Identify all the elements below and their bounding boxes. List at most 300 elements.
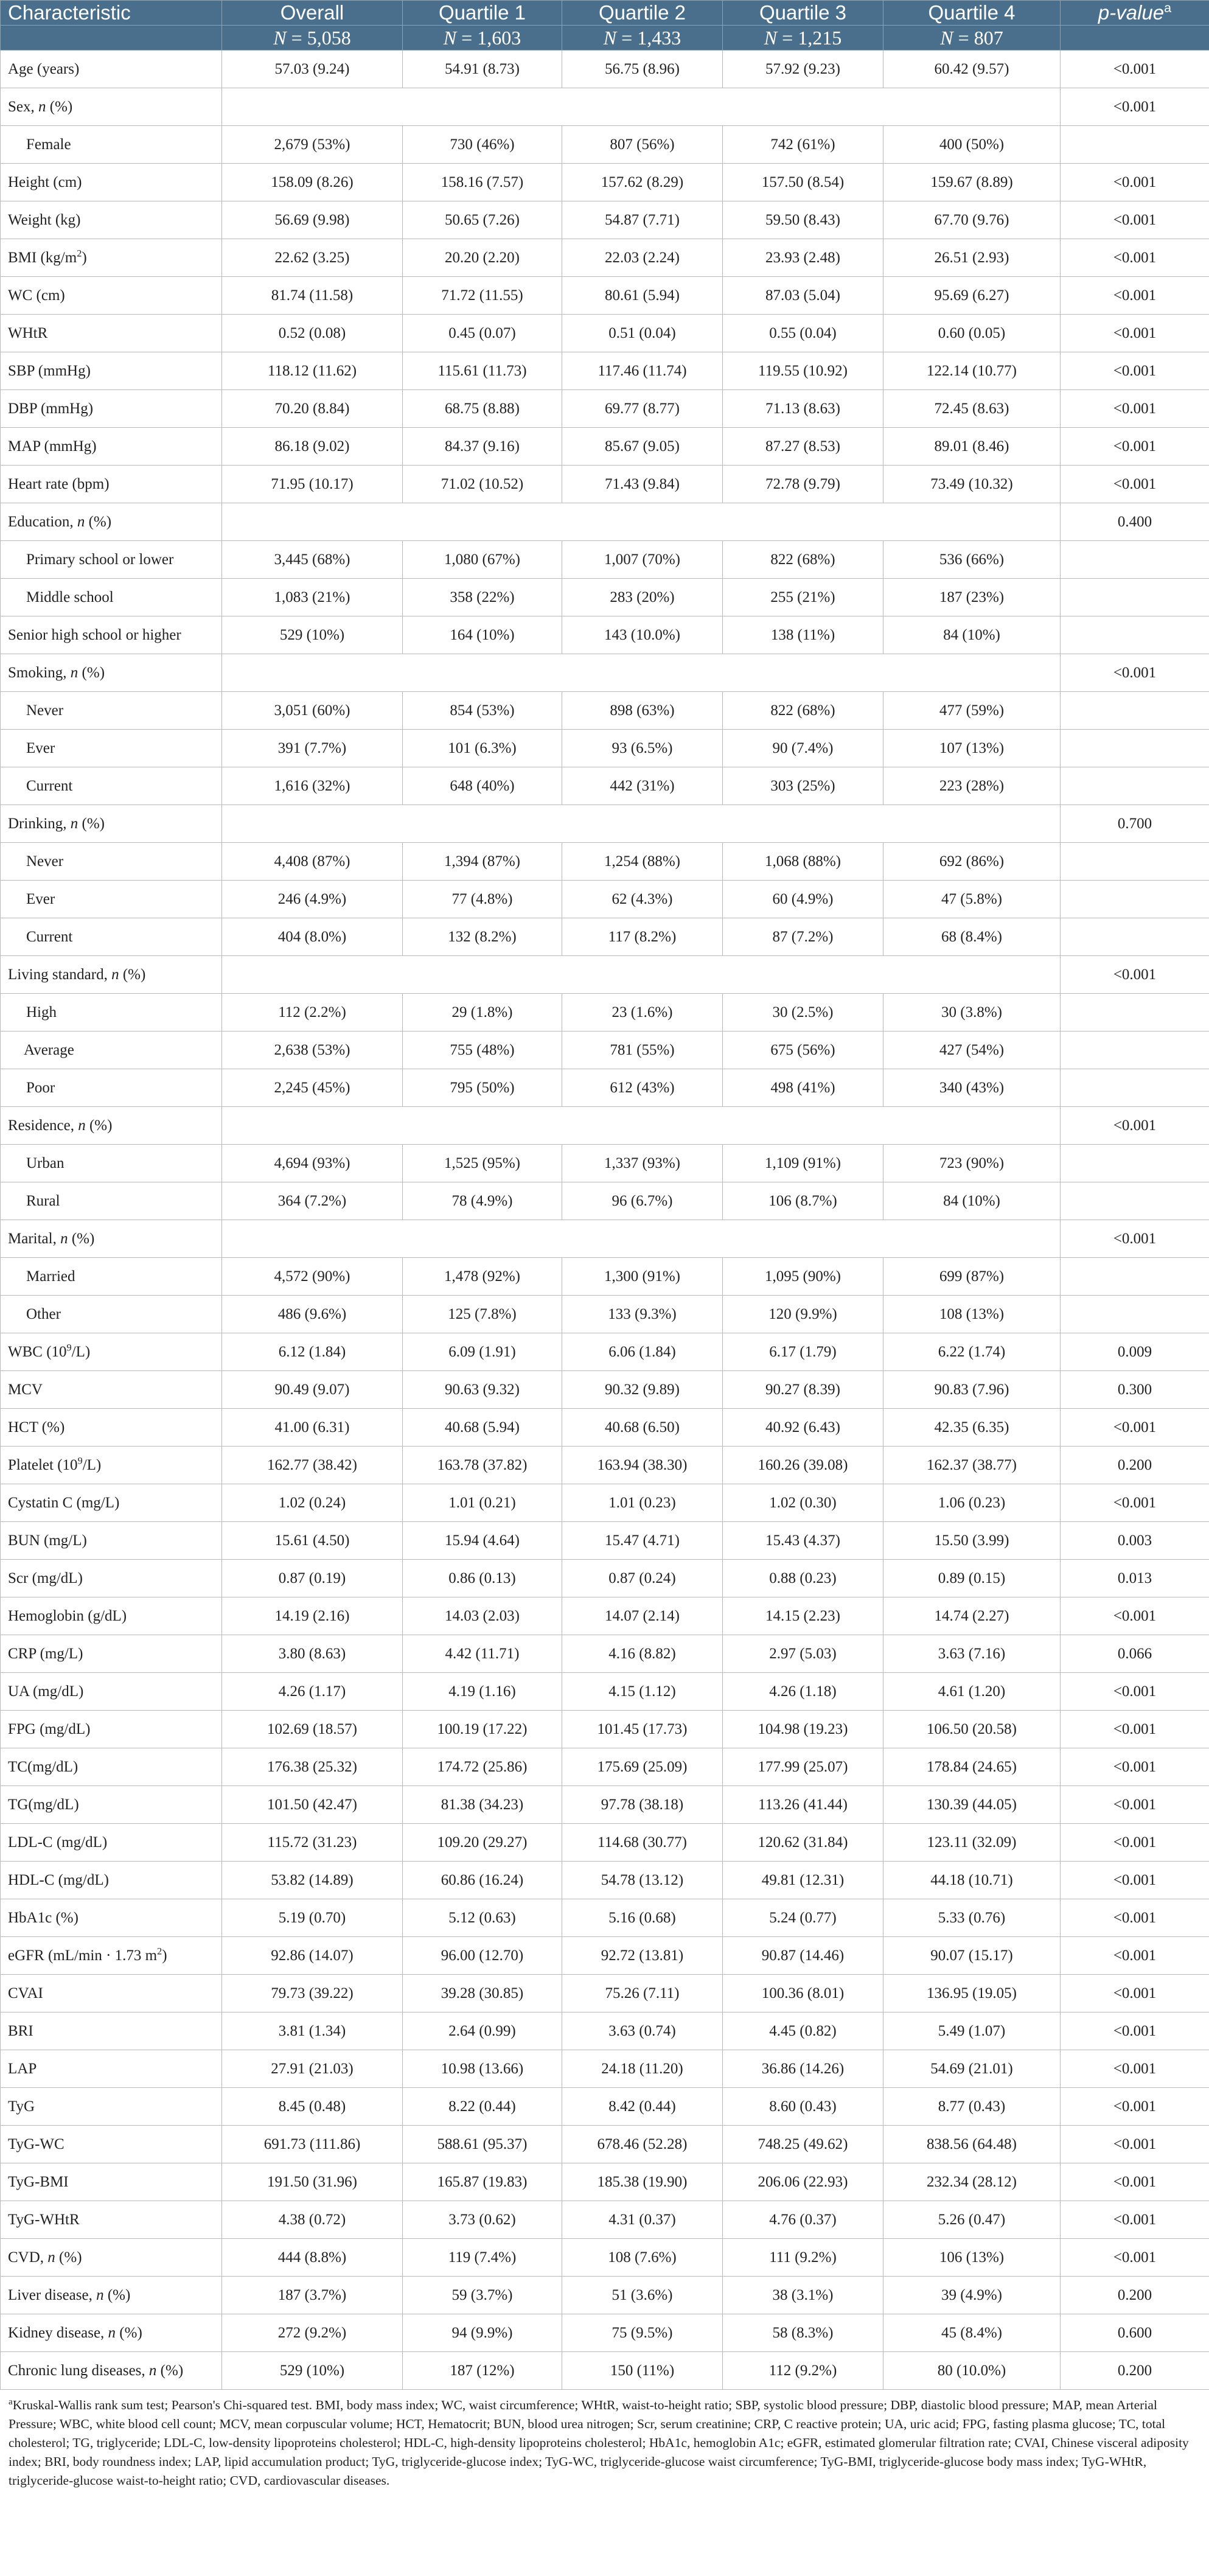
cell-p-value bbox=[1061, 918, 1209, 956]
cell-value: 68.75 (8.88) bbox=[403, 390, 562, 428]
row-label-text: Weight (kg) bbox=[8, 211, 81, 228]
cell-value: 79.73 (39.22) bbox=[222, 1975, 403, 2012]
row-label-text: SBP (mmHg) bbox=[8, 362, 91, 379]
cell-value: 4.61 (1.20) bbox=[883, 1673, 1061, 1711]
table-header bbox=[1, 1, 1209, 51]
cell-value: 1.02 (0.30) bbox=[723, 1484, 883, 1522]
table-row bbox=[1, 918, 1209, 956]
cell-value: 120.62 (31.84) bbox=[723, 1824, 883, 1862]
row-label bbox=[1, 1975, 222, 2012]
table-row bbox=[1, 277, 1209, 315]
section-blank bbox=[222, 956, 1061, 994]
cell-value: 112 (9.2%) bbox=[723, 2352, 883, 2390]
cell-value: 77 (4.8%) bbox=[403, 881, 562, 918]
header-count-overall: N = 5,058 bbox=[222, 26, 403, 51]
cell-value: 176.38 (25.32) bbox=[222, 1748, 403, 1786]
cell-value: 4.38 (0.72) bbox=[222, 2201, 403, 2239]
row-label bbox=[1, 1333, 222, 1371]
cell-p-value: <0.001 bbox=[1061, 1824, 1209, 1862]
cell-value: 71.95 (10.17) bbox=[222, 466, 403, 503]
cell-value: 39 (4.9%) bbox=[883, 2277, 1061, 2314]
cell-value: 536 (66%) bbox=[883, 541, 1061, 579]
cell-value: 101.45 (17.73) bbox=[562, 1711, 723, 1748]
cell-value: 391 (7.7%) bbox=[222, 730, 403, 767]
cell-value: 100.36 (8.01) bbox=[723, 1975, 883, 2012]
table-row bbox=[1, 126, 1209, 164]
cell-value: 755 (48%) bbox=[403, 1031, 562, 1069]
header-count-quartile-3: N = 1,215 bbox=[723, 26, 883, 51]
cell-value: 3.81 (1.34) bbox=[222, 2012, 403, 2050]
cell-value: 86.18 (9.02) bbox=[222, 428, 403, 466]
cell-p-value: <0.001 bbox=[1061, 2088, 1209, 2126]
row-label bbox=[1, 1296, 222, 1333]
cell-value: 612 (43%) bbox=[562, 1069, 723, 1107]
row-label bbox=[1, 730, 222, 767]
cell-p-value: <0.001 bbox=[1061, 956, 1209, 994]
cell-value: 138 (11%) bbox=[723, 616, 883, 654]
cell-value: 5.16 (0.68) bbox=[562, 1899, 723, 1937]
cell-value: 130.39 (44.05) bbox=[883, 1786, 1061, 1824]
cell-value: 125 (7.8%) bbox=[403, 1296, 562, 1333]
cell-value: 404 (8.0%) bbox=[222, 918, 403, 956]
cell-value: 159.67 (8.89) bbox=[883, 164, 1061, 201]
cell-value: 1,068 (88%) bbox=[723, 843, 883, 881]
cell-p-value bbox=[1061, 994, 1209, 1031]
cell-value: 5.12 (0.63) bbox=[403, 1899, 562, 1937]
cell-p-value bbox=[1061, 1145, 1209, 1182]
row-label-text: Sex, n (%) bbox=[8, 98, 73, 115]
row-label-text: DBP (mmHg) bbox=[8, 400, 94, 417]
cell-value: 90 (7.4%) bbox=[723, 730, 883, 767]
row-label-text: Ever bbox=[26, 890, 55, 907]
row-label bbox=[1, 1409, 222, 1447]
row-label-text: LDL-C (mg/dL) bbox=[8, 1834, 108, 1851]
cell-value: 187 (12%) bbox=[403, 2352, 562, 2390]
cell-value: 187 (23%) bbox=[883, 579, 1061, 616]
row-label bbox=[1, 1371, 222, 1409]
table-row bbox=[1, 616, 1209, 654]
n-italic: n bbox=[78, 1117, 86, 1134]
row-label bbox=[1, 1937, 222, 1975]
cell-p-value: 0.700 bbox=[1061, 805, 1209, 843]
table-row bbox=[1, 1484, 1209, 1522]
cell-value: 5.24 (0.77) bbox=[723, 1899, 883, 1937]
row-label bbox=[1, 2012, 222, 2050]
table-row bbox=[1, 692, 1209, 730]
table-row bbox=[1, 2012, 1209, 2050]
cell-value: 54.78 (13.12) bbox=[562, 1862, 723, 1899]
cell-value: 15.47 (4.71) bbox=[562, 1522, 723, 1560]
table-row bbox=[1, 2126, 1209, 2163]
cell-p-value: <0.001 bbox=[1061, 2126, 1209, 2163]
n-label: N bbox=[764, 26, 778, 49]
cell-value: 1,095 (90%) bbox=[723, 1258, 883, 1296]
cell-p-value: <0.001 bbox=[1061, 1711, 1209, 1748]
row-label-text: Chronic lung diseases, n (%) bbox=[8, 2362, 184, 2379]
cell-p-value: <0.001 bbox=[1061, 1409, 1209, 1447]
table-row bbox=[1, 1145, 1209, 1182]
row-label-text: Hemoglobin (g/dL) bbox=[8, 1607, 127, 1624]
cell-value: 22.62 (3.25) bbox=[222, 239, 403, 277]
section-blank bbox=[222, 1107, 1061, 1145]
table-row bbox=[1, 390, 1209, 428]
cell-value: 4.76 (0.37) bbox=[723, 2201, 883, 2239]
row-label-text: CVAI bbox=[8, 1984, 43, 2002]
cell-p-value: 0.400 bbox=[1061, 503, 1209, 541]
table-row bbox=[1, 2050, 1209, 2088]
row-label-text: MCV bbox=[8, 1381, 43, 1398]
cell-value: 477 (59%) bbox=[883, 692, 1061, 730]
table-row bbox=[1, 1673, 1209, 1711]
table-row bbox=[1, 51, 1209, 88]
cell-value: 3.63 (7.16) bbox=[883, 1635, 1061, 1673]
cell-value: 40.92 (6.43) bbox=[723, 1409, 883, 1447]
header-count-quartile-4: N = 807 bbox=[883, 26, 1061, 51]
cell-value: 40.68 (6.50) bbox=[562, 1409, 723, 1447]
row-label bbox=[1, 1597, 222, 1635]
cell-value: 59 (3.7%) bbox=[403, 2277, 562, 2314]
table-row bbox=[1, 1371, 1209, 1409]
cell-value: 4.31 (0.37) bbox=[562, 2201, 723, 2239]
row-label-text: BRI bbox=[8, 2022, 33, 2039]
table-section-row bbox=[1, 503, 1209, 541]
row-label-text: Liver disease, n (%) bbox=[8, 2286, 131, 2303]
row-label bbox=[1, 201, 222, 239]
row-label-text: Poor bbox=[26, 1079, 55, 1096]
cell-value: 730 (46%) bbox=[403, 126, 562, 164]
table-row bbox=[1, 1824, 1209, 1862]
cell-value: 24.18 (11.20) bbox=[562, 2050, 723, 2088]
cell-value: 1,083 (21%) bbox=[222, 579, 403, 616]
cell-value: 84 (10%) bbox=[883, 616, 1061, 654]
cell-value: 6.17 (1.79) bbox=[723, 1333, 883, 1371]
cell-value: 4.16 (8.82) bbox=[562, 1635, 723, 1673]
row-label bbox=[1, 277, 222, 315]
cell-value: 1,525 (95%) bbox=[403, 1145, 562, 1182]
cell-p-value bbox=[1061, 843, 1209, 881]
table-row bbox=[1, 466, 1209, 503]
row-label bbox=[1, 1182, 222, 1220]
cell-value: 157.62 (8.29) bbox=[562, 164, 723, 201]
cell-value: 165.87 (19.83) bbox=[403, 2163, 562, 2201]
cell-value: 96 (6.7%) bbox=[562, 1182, 723, 1220]
table-row bbox=[1, 1031, 1209, 1069]
section-blank bbox=[222, 88, 1061, 126]
cell-value: 781 (55%) bbox=[562, 1031, 723, 1069]
n-italic: n bbox=[38, 98, 46, 115]
cell-value: 163.94 (38.30) bbox=[562, 1447, 723, 1484]
table-row bbox=[1, 2352, 1209, 2390]
cell-value: 87.27 (8.53) bbox=[723, 428, 883, 466]
table-row bbox=[1, 1447, 1209, 1484]
row-label-superscript: 2 bbox=[77, 248, 82, 259]
table-footnote bbox=[0, 2390, 1209, 2490]
cell-value: 90.32 (9.89) bbox=[562, 1371, 723, 1409]
row-label-text: eGFR (mL/min · 1.73 m bbox=[8, 1947, 158, 1964]
cell-value: 185.38 (19.90) bbox=[562, 2163, 723, 2201]
cell-value: 143 (10.0%) bbox=[562, 616, 723, 654]
cell-value: 795 (50%) bbox=[403, 1069, 562, 1107]
table-row bbox=[1, 579, 1209, 616]
cell-value: 119 (7.4%) bbox=[403, 2239, 562, 2277]
table-section-row bbox=[1, 88, 1209, 126]
row-label-text: TyG-WC bbox=[8, 2135, 64, 2152]
row-label bbox=[1, 2050, 222, 2088]
row-label-tail: ) bbox=[82, 249, 87, 266]
cell-value: 132 (8.2%) bbox=[403, 918, 562, 956]
cell-p-value: <0.001 bbox=[1061, 1107, 1209, 1145]
header-p-value-mark: a bbox=[1164, 1, 1172, 15]
cell-value: 87.03 (5.04) bbox=[723, 277, 883, 315]
cell-value: 0.87 (0.24) bbox=[562, 1560, 723, 1597]
cell-value: 111 (9.2%) bbox=[723, 2239, 883, 2277]
cell-value: 150 (11%) bbox=[562, 2352, 723, 2390]
n-label: N bbox=[443, 26, 457, 49]
row-label-superscript: 9 bbox=[66, 1342, 72, 1353]
cell-value: 3,051 (60%) bbox=[222, 692, 403, 730]
cell-value: 104.98 (19.23) bbox=[723, 1711, 883, 1748]
cell-value: 822 (68%) bbox=[723, 692, 883, 730]
cell-value: 90.27 (8.39) bbox=[723, 1371, 883, 1409]
table-row bbox=[1, 1635, 1209, 1673]
cell-value: 80 (10.0%) bbox=[883, 2352, 1061, 2390]
cell-value: 5.33 (0.76) bbox=[883, 1899, 1061, 1937]
table-row bbox=[1, 1296, 1209, 1333]
cell-value: 59.50 (8.43) bbox=[723, 201, 883, 239]
cell-value: 1,478 (92%) bbox=[403, 1258, 562, 1296]
row-label bbox=[1, 503, 222, 541]
cell-value: 84.37 (9.16) bbox=[403, 428, 562, 466]
cell-value: 101.50 (42.47) bbox=[222, 1786, 403, 1824]
row-label-text: HDL-C (mg/dL) bbox=[8, 1871, 109, 1888]
row-label bbox=[1, 1069, 222, 1107]
cell-value: 692 (86%) bbox=[883, 843, 1061, 881]
cell-value: 4.15 (1.12) bbox=[562, 1673, 723, 1711]
cell-value: 136.95 (19.05) bbox=[883, 1975, 1061, 2012]
row-label bbox=[1, 1711, 222, 1748]
cell-value: 8.77 (0.43) bbox=[883, 2088, 1061, 2126]
row-label bbox=[1, 2088, 222, 2126]
cell-p-value: <0.001 bbox=[1061, 88, 1209, 126]
cell-value: 6.06 (1.84) bbox=[562, 1333, 723, 1371]
header-characteristic: Characteristic bbox=[1, 1, 222, 26]
cell-value: 191.50 (31.96) bbox=[222, 2163, 403, 2201]
cell-value: 303 (25%) bbox=[723, 767, 883, 805]
cell-value: 0.45 (0.07) bbox=[403, 315, 562, 352]
row-label-text: WC (cm) bbox=[8, 287, 65, 304]
cell-value: 246 (4.9%) bbox=[222, 881, 403, 918]
row-label-text: Never bbox=[26, 853, 64, 870]
row-label-text: Current bbox=[26, 777, 73, 794]
cell-value: 157.50 (8.54) bbox=[723, 164, 883, 201]
cell-value: 2.97 (5.03) bbox=[723, 1635, 883, 1673]
table-row bbox=[1, 201, 1209, 239]
cell-p-value: 0.600 bbox=[1061, 2314, 1209, 2352]
cell-value: 283 (20%) bbox=[562, 579, 723, 616]
row-label-text: WBC (10 bbox=[8, 1343, 67, 1360]
cell-value: 175.69 (25.09) bbox=[562, 1748, 723, 1786]
row-label bbox=[1, 1673, 222, 1711]
cell-value: 69.77 (8.77) bbox=[562, 390, 723, 428]
row-label-text: BMI (kg/m bbox=[8, 249, 77, 266]
table-row bbox=[1, 1597, 1209, 1635]
cell-value: 400 (50%) bbox=[883, 126, 1061, 164]
cell-value: 14.74 (2.27) bbox=[883, 1597, 1061, 1635]
cell-value: 340 (43%) bbox=[883, 1069, 1061, 1107]
cell-p-value: 0.200 bbox=[1061, 1447, 1209, 1484]
cell-value: 15.61 (4.50) bbox=[222, 1522, 403, 1560]
cell-p-value: <0.001 bbox=[1061, 1673, 1209, 1711]
row-label bbox=[1, 881, 222, 918]
n-italic: n bbox=[148, 2362, 157, 2379]
cell-value: 3.80 (8.63) bbox=[222, 1635, 403, 1673]
row-label bbox=[1, 390, 222, 428]
cell-p-value bbox=[1061, 541, 1209, 579]
cell-value: 4.26 (1.18) bbox=[723, 1673, 883, 1711]
cell-value: 89.01 (8.46) bbox=[883, 428, 1061, 466]
cell-value: 5.19 (0.70) bbox=[222, 1899, 403, 1937]
row-label-text: Middle school bbox=[26, 588, 114, 606]
cell-value: 60.86 (16.24) bbox=[403, 1862, 562, 1899]
row-label bbox=[1, 918, 222, 956]
cell-value: 1,394 (87%) bbox=[403, 843, 562, 881]
cell-value: 113.26 (41.44) bbox=[723, 1786, 883, 1824]
section-blank bbox=[222, 654, 1061, 692]
row-label-text: Ever bbox=[26, 739, 55, 756]
cell-value: 92.86 (14.07) bbox=[222, 1937, 403, 1975]
row-label-text: Urban bbox=[26, 1154, 64, 1171]
n-italic: n bbox=[70, 815, 78, 832]
cell-value: 72.78 (9.79) bbox=[723, 466, 883, 503]
table-row bbox=[1, 1711, 1209, 1748]
n-italic: n bbox=[70, 664, 78, 681]
cell-value: 742 (61%) bbox=[723, 126, 883, 164]
row-label-text: Kidney disease, n (%) bbox=[8, 2324, 142, 2341]
table-row bbox=[1, 2163, 1209, 2201]
cell-p-value: <0.001 bbox=[1061, 654, 1209, 692]
table-row bbox=[1, 1182, 1209, 1220]
table-row bbox=[1, 1258, 1209, 1296]
cell-value: 100.19 (17.22) bbox=[403, 1711, 562, 1748]
cell-value: 2,638 (53%) bbox=[222, 1031, 403, 1069]
cell-value: 57.92 (9.23) bbox=[723, 51, 883, 88]
cell-value: 120 (9.9%) bbox=[723, 1296, 883, 1333]
table-section-row bbox=[1, 956, 1209, 994]
row-label bbox=[1, 1447, 222, 1484]
cell-p-value: <0.001 bbox=[1061, 2239, 1209, 2277]
row-label bbox=[1, 352, 222, 390]
row-label bbox=[1, 1824, 222, 1862]
header-count-quartile-1: N = 1,603 bbox=[403, 26, 562, 51]
cell-p-value: <0.001 bbox=[1061, 2050, 1209, 2088]
row-label-text: Platelet (10 bbox=[8, 1456, 78, 1473]
cell-value: 42.35 (6.35) bbox=[883, 1409, 1061, 1447]
row-label-superscript: 2 bbox=[157, 1946, 162, 1957]
cell-value: 177.99 (25.07) bbox=[723, 1748, 883, 1786]
cell-value: 87 (7.2%) bbox=[723, 918, 883, 956]
row-label bbox=[1, 2277, 222, 2314]
n-italic: n bbox=[96, 2286, 104, 2303]
row-label bbox=[1, 466, 222, 503]
table-row bbox=[1, 164, 1209, 201]
table-row bbox=[1, 2201, 1209, 2239]
header-row-groups bbox=[1, 1, 1209, 26]
cell-value: 119.55 (10.92) bbox=[723, 352, 883, 390]
cell-value: 2,245 (45%) bbox=[222, 1069, 403, 1107]
count-value: 807 bbox=[974, 26, 1003, 49]
cell-value: 444 (8.8%) bbox=[222, 2239, 403, 2277]
cell-p-value: <0.001 bbox=[1061, 1484, 1209, 1522]
cell-p-value: 0.066 bbox=[1061, 1635, 1209, 1673]
cell-value: 1.06 (0.23) bbox=[883, 1484, 1061, 1522]
n-italic: n bbox=[47, 2249, 55, 2266]
section-blank bbox=[222, 805, 1061, 843]
row-label bbox=[1, 2126, 222, 2163]
cell-p-value: <0.001 bbox=[1061, 390, 1209, 428]
cell-value: 68 (8.4%) bbox=[883, 918, 1061, 956]
row-label bbox=[1, 51, 222, 88]
cell-value: 122.14 (10.77) bbox=[883, 352, 1061, 390]
table-row bbox=[1, 730, 1209, 767]
cell-p-value: <0.001 bbox=[1061, 1899, 1209, 1937]
cell-value: 108 (13%) bbox=[883, 1296, 1061, 1333]
count-value: 1,433 bbox=[637, 26, 681, 49]
table-row bbox=[1, 1899, 1209, 1937]
row-label bbox=[1, 692, 222, 730]
cell-value: 71.72 (11.55) bbox=[403, 277, 562, 315]
cell-value: 364 (7.2%) bbox=[222, 1182, 403, 1220]
row-label-text: High bbox=[26, 1004, 57, 1021]
cell-value: 0.51 (0.04) bbox=[562, 315, 723, 352]
cell-value: 14.15 (2.23) bbox=[723, 1597, 883, 1635]
cell-value: 272 (9.2%) bbox=[222, 2314, 403, 2352]
cell-value: 72.45 (8.63) bbox=[883, 390, 1061, 428]
header-group-overall: Overall bbox=[222, 1, 403, 26]
table-row bbox=[1, 428, 1209, 466]
cell-value: 854 (53%) bbox=[403, 692, 562, 730]
cell-value: 1.01 (0.23) bbox=[562, 1484, 723, 1522]
cell-value: 158.16 (7.57) bbox=[403, 164, 562, 201]
row-label bbox=[1, 2201, 222, 2239]
row-label-text: Cystatin C (mg/L) bbox=[8, 1494, 120, 1511]
cell-value: 255 (21%) bbox=[723, 579, 883, 616]
cell-value: 4.26 (1.17) bbox=[222, 1673, 403, 1711]
cell-value: 5.49 (1.07) bbox=[883, 2012, 1061, 2050]
cell-p-value bbox=[1061, 767, 1209, 805]
cell-value: 23 (1.6%) bbox=[562, 994, 723, 1031]
row-label-text: TyG-WHtR bbox=[8, 2211, 80, 2228]
row-label bbox=[1, 1522, 222, 1560]
row-label-text: MAP (mmHg) bbox=[8, 438, 97, 455]
cell-p-value: <0.001 bbox=[1061, 1862, 1209, 1899]
cell-value: 8.60 (0.43) bbox=[723, 2088, 883, 2126]
cell-value: 54.69 (21.01) bbox=[883, 2050, 1061, 2088]
cell-value: 70.20 (8.84) bbox=[222, 390, 403, 428]
cell-value: 6.22 (1.74) bbox=[883, 1333, 1061, 1371]
cell-value: 36.86 (14.26) bbox=[723, 2050, 883, 2088]
row-label-text: FPG (mg/dL) bbox=[8, 1720, 91, 1737]
cell-value: 898 (63%) bbox=[562, 692, 723, 730]
cell-p-value bbox=[1061, 692, 1209, 730]
cell-value: 529 (10%) bbox=[222, 616, 403, 654]
n-italic: n bbox=[77, 513, 85, 530]
cell-value: 14.03 (2.03) bbox=[403, 1597, 562, 1635]
cell-value: 71.43 (9.84) bbox=[562, 466, 723, 503]
cell-value: 1,007 (70%) bbox=[562, 541, 723, 579]
row-label bbox=[1, 2352, 222, 2390]
cell-value: 106.50 (20.58) bbox=[883, 1711, 1061, 1748]
row-label bbox=[1, 956, 222, 994]
